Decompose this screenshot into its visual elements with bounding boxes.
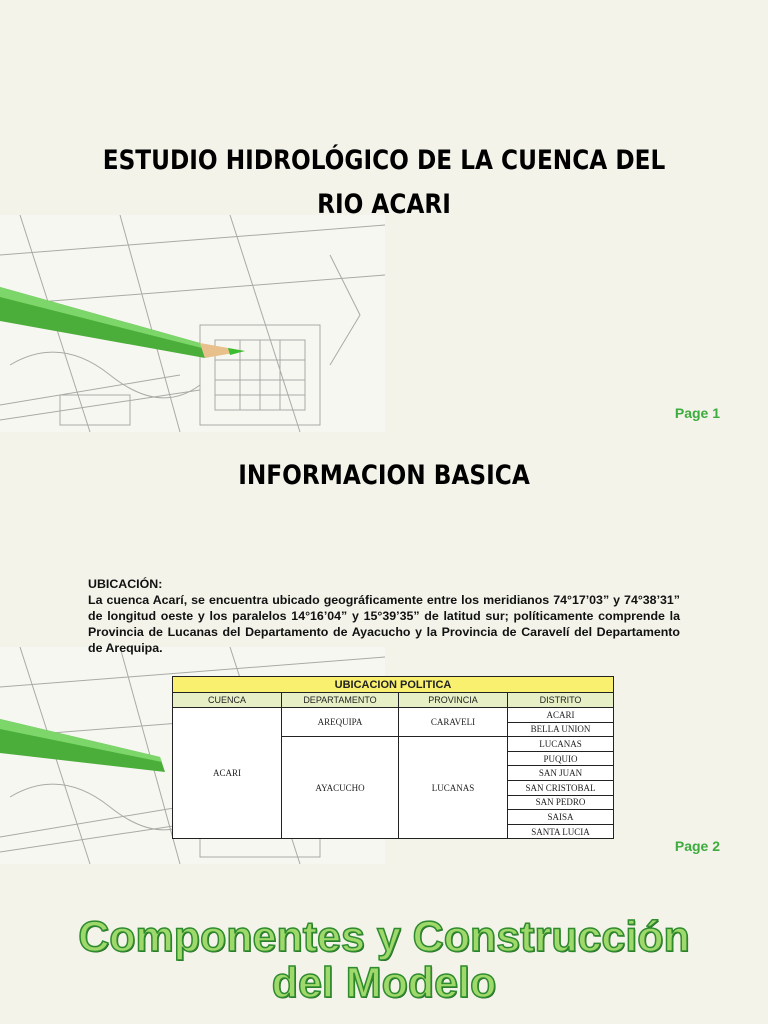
cell-distrito: LUCANAS bbox=[508, 737, 614, 752]
ubicacion-text bbox=[88, 576, 680, 656]
cell-provincia: LUCANAS bbox=[399, 737, 508, 839]
cell-distrito: SAN JUAN bbox=[508, 766, 614, 781]
header-distrito: DISTRITO bbox=[508, 693, 614, 708]
cell-departamento: AYACUCHO bbox=[282, 737, 399, 839]
header-cuenca: CUENCA bbox=[173, 693, 282, 708]
cell-distrito: BELLA UNION bbox=[508, 722, 614, 737]
cell-distrito: SAISA bbox=[508, 810, 614, 825]
ubicacion-politica-table bbox=[172, 676, 614, 839]
slide-1 bbox=[0, 0, 768, 432]
header-provincia: PROVINCIA bbox=[399, 693, 508, 708]
cell-distrito: ACARI bbox=[508, 708, 614, 723]
slide-2 bbox=[0, 432, 768, 864]
ubicacion-body: La cuenca Acarí, se encuentra ubicado geográficamente entre los meridianos 74°17’03” y 74°38’31” de longitud oeste y los paralelos 14°16’04” y 15°39’35” de latitud sur; políticamente comprende la Provincia de Lucanas del Departamento de Ayacucho y la Provincia de Caravelí del Departamento de Arequipa. bbox=[88, 593, 680, 655]
title-line-2: del Modelo bbox=[271, 959, 497, 1007]
slide-title: INFORMACION BASICA bbox=[238, 460, 530, 491]
header-departamento: DEPARTAMENTO bbox=[282, 693, 399, 708]
cell-provincia: CARAVELI bbox=[399, 708, 508, 737]
ubicacion-heading: UBICACIÓN: bbox=[88, 577, 163, 591]
cell-departamento: AREQUIPA bbox=[282, 708, 399, 737]
cell-distrito: PUQUIO bbox=[508, 751, 614, 766]
table-row bbox=[173, 708, 614, 723]
slide-3 bbox=[0, 864, 768, 1024]
cell-cuenca: ACARI bbox=[173, 708, 282, 839]
cell-distrito: SANTA LUCIA bbox=[508, 824, 614, 839]
page-number: Page 2 bbox=[674, 838, 720, 854]
title-line-1: Componentes y Construcción bbox=[78, 913, 690, 961]
slide-title bbox=[0, 914, 768, 1006]
cell-distrito: SAN CRISTOBAL bbox=[508, 780, 614, 795]
blueprint-pencil-icon bbox=[0, 215, 385, 432]
slide-title: ESTUDIO HIDROLÓGICO DE LA CUENCA DEL RIO ACARI bbox=[102, 145, 666, 220]
table-caption: UBICACION POLITICA bbox=[173, 677, 614, 693]
page-number: Page 1 bbox=[674, 405, 720, 421]
cell-distrito: SAN PEDRO bbox=[508, 795, 614, 810]
